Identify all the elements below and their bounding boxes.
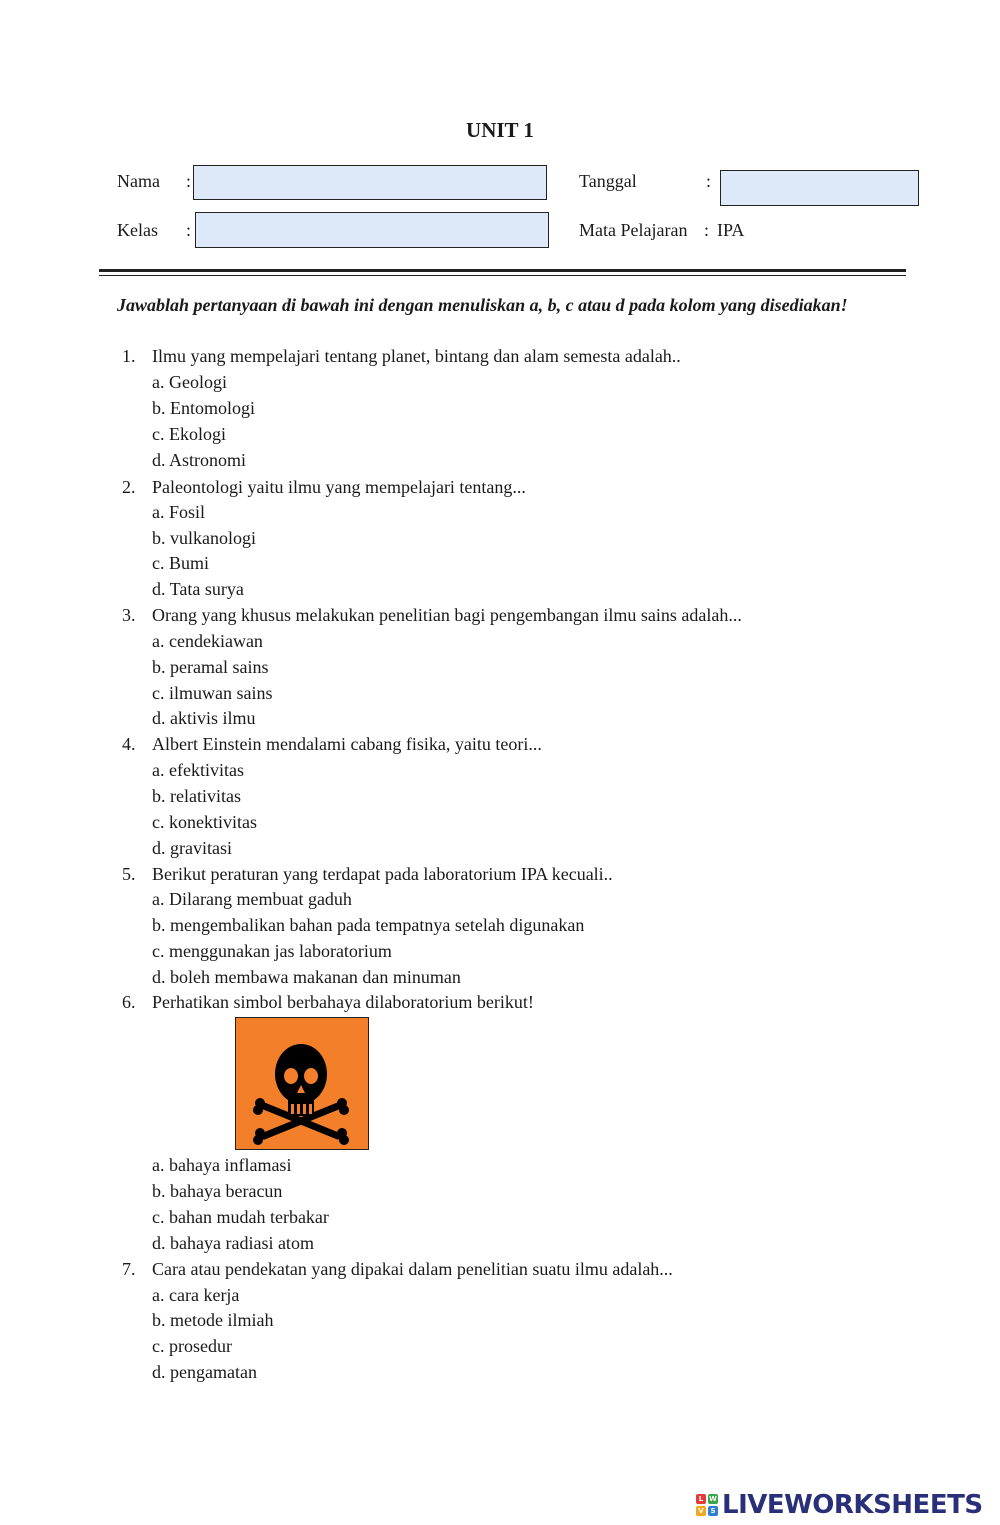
question-text: Orang yang khusus melakukan penelitian bagi pengembangan ilmu sains adalah...: [152, 605, 742, 625]
option-5a: a. Dilarang membuat gaduh: [152, 889, 352, 909]
logo-mark-cell: L: [696, 1494, 706, 1504]
question-6: [122, 992, 534, 1013]
option-1d: d. Astronomi: [152, 450, 247, 470]
option-1b: b. Entomologi: [152, 398, 255, 418]
question-text: Berikut peraturan yang terdapat pada laboratorium IPA kecuali..: [152, 864, 613, 884]
option-2b: b. vulkanologi: [152, 528, 256, 548]
logo-mark-icon: [696, 1494, 718, 1516]
question-number: 4.: [122, 734, 136, 754]
header-divider-thin: [99, 275, 906, 276]
option-2d: d. Tata surya: [152, 579, 244, 599]
subject-colon: :: [704, 220, 710, 240]
option-4b: b. relativitas: [152, 786, 241, 806]
name-input[interactable]: [193, 165, 547, 200]
instruction-text: Jawablah pertanyaan di bawah ini dengan menuliskan a, b, c atau d pada kolom yang disediakan!: [117, 295, 848, 315]
logo-text: LIVEWORKSHEETS: [722, 1490, 983, 1520]
question-5: [122, 864, 613, 885]
question-number: 6.: [122, 992, 136, 1012]
toxic-hazard-symbol: [235, 1017, 369, 1150]
subject-value: IPA: [717, 220, 745, 240]
option-7d: d. pengamatan: [152, 1362, 257, 1382]
skull-crossbones-icon: [236, 1018, 367, 1148]
logo-mark-cell: W: [709, 1495, 717, 1503]
date-colon: :: [706, 171, 712, 191]
date-input[interactable]: [720, 170, 919, 206]
option-7c: c. prosedur: [152, 1336, 232, 1356]
option-4c: c. konektivitas: [152, 812, 257, 832]
question-3: [122, 605, 742, 626]
option-6a: a. bahaya inflamasi: [152, 1155, 292, 1175]
option-4a: a. efektivitas: [152, 760, 244, 780]
option-2a: a. Fosil: [152, 502, 206, 522]
question-2: [122, 477, 526, 498]
question-text: Perhatikan simbol berbahaya dilaboratorium berikut!: [152, 992, 534, 1012]
question-text: Paleontologi yaitu ilmu yang mempelajari tentang...: [152, 477, 526, 497]
question-number: 2.: [122, 477, 136, 497]
option-6d: d. bahaya radiasi atom: [152, 1233, 314, 1253]
option-6c: c. bahan mudah terbakar: [152, 1207, 329, 1227]
option-1c: c. Ekologi: [152, 424, 226, 444]
question-text: Albert Einstein mendalami cabang fisika, yaitu teori...: [152, 734, 542, 754]
question-number: 3.: [122, 605, 136, 625]
question-1: [122, 346, 681, 367]
option-2c: c. Bumi: [152, 553, 209, 573]
liveworksheets-logo[interactable]: [696, 1489, 983, 1521]
option-1a: a. Geologi: [152, 372, 227, 392]
question-number: 7.: [122, 1259, 136, 1279]
logo-mark-cell: V: [696, 1506, 706, 1516]
option-3c: c. ilmuwan sains: [152, 683, 273, 703]
logo-mark-cell: S: [708, 1506, 718, 1516]
option-3a: a. cendekiawan: [152, 631, 263, 651]
question-4: [122, 734, 542, 755]
question-7: [122, 1259, 673, 1280]
question-number: 1.: [122, 346, 136, 366]
date-label: Tanggal: [579, 171, 637, 191]
header-divider: [99, 269, 906, 272]
option-7b: b. metode ilmiah: [152, 1310, 274, 1330]
option-7a: a. cara kerja: [152, 1285, 240, 1305]
name-colon: :: [186, 171, 192, 191]
option-5c: c. menggunakan jas laboratorium: [152, 941, 392, 961]
class-colon: :: [186, 220, 192, 240]
class-input[interactable]: [195, 212, 549, 248]
option-5b: b. mengembalikan bahan pada tempatnya setelah digunakan: [152, 915, 585, 935]
option-4d: d. gravitasi: [152, 838, 232, 858]
option-5d: d. boleh membawa makanan dan minuman: [152, 967, 461, 987]
option-3b: b. peramal sains: [152, 657, 269, 677]
subject-label: Mata Pelajaran: [579, 220, 688, 240]
question-text: Ilmu yang mempelajari tentang planet, bintang dan alam semesta adalah..: [152, 346, 681, 366]
question-text: Cara atau pendekatan yang dipakai dalam penelitian suatu ilmu adalah...: [152, 1259, 673, 1279]
question-number: 5.: [122, 864, 136, 884]
option-6b: b. bahaya beracun: [152, 1181, 283, 1201]
option-3d: d. aktivis ilmu: [152, 708, 256, 728]
class-label: Kelas: [117, 220, 158, 240]
name-label: Nama: [117, 171, 160, 191]
page-title: UNIT 1: [466, 118, 534, 142]
